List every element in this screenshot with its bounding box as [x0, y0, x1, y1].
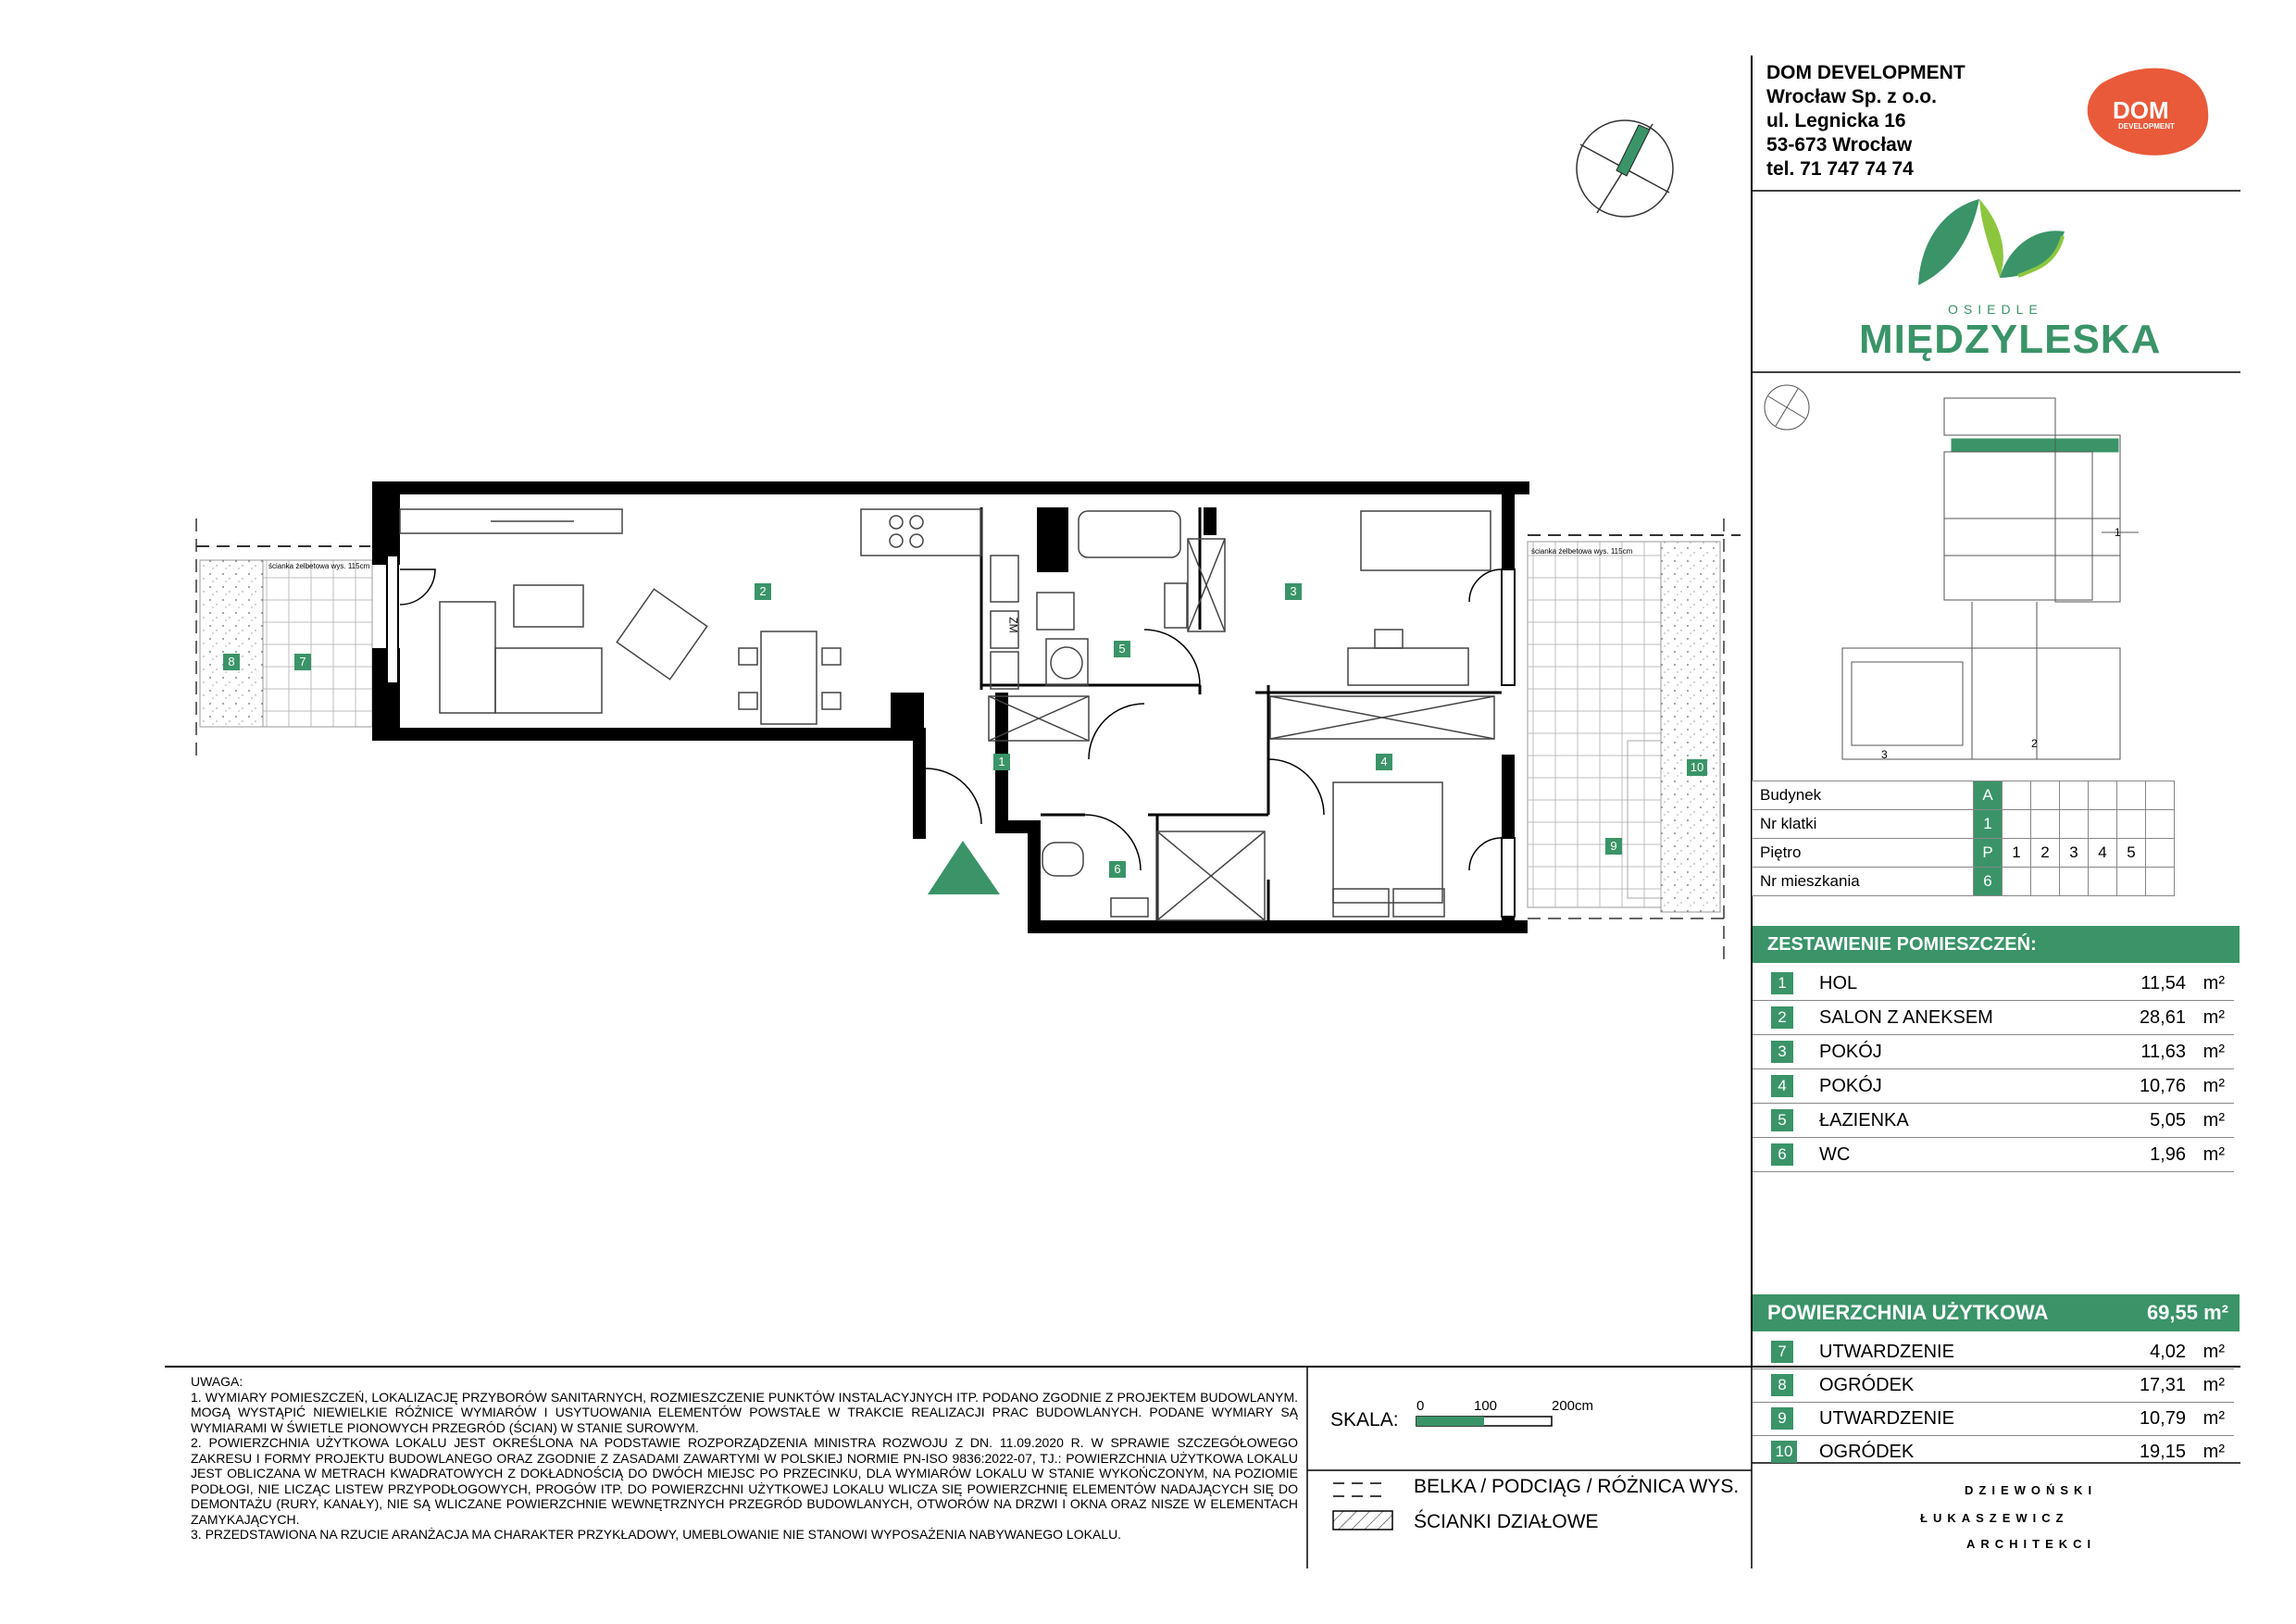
plan-room-1: 1 [993, 754, 1010, 770]
extra-name: OGRÓDEK [1819, 1442, 1915, 1462]
room-row [1753, 1069, 2234, 1104]
plan-room-2: 2 [755, 583, 771, 600]
key-marker-2: 2 [2031, 737, 2038, 750]
info-label-staircase: Nr klatki [1753, 810, 1974, 839]
wall-note-right: ścianka żelbetowa wys. 115cm [1531, 547, 1633, 556]
dom-logo-subtext: DEVELOPMENT [2118, 122, 2175, 131]
extra-area: 10,79 [2139, 1408, 2186, 1429]
plan-room-8: 8 [223, 654, 240, 670]
extra-row [1753, 1368, 2234, 1403]
room-area: 5,05 [2150, 1110, 2186, 1131]
room-number: 3 [1771, 1041, 1793, 1063]
apartment-info-table [1752, 781, 2175, 896]
extra-area: 17,31 [2139, 1375, 2186, 1395]
plan-room-6: 6 [1109, 861, 1126, 878]
extra-unit: m² [2202, 1375, 2225, 1395]
company-line2: Wrocław Sp. z o.o. [1766, 86, 1937, 107]
info-value-building: A [1974, 781, 2003, 810]
extra-name: UTWARDZENIE [1819, 1408, 1954, 1429]
room-number: 5 [1771, 1109, 1793, 1131]
estate-big-title: MIĘDZYLESKA [1859, 317, 2162, 362]
extra-area: 4,02 [2150, 1342, 2186, 1362]
plan-room-3: 3 [1285, 583, 1302, 600]
architect-line3: ARCHITEKCI [1966, 1537, 2097, 1551]
scale-tick-200: 200cm [1552, 1398, 1594, 1414]
room-unit: m² [2202, 1007, 2225, 1028]
company-city: 53-673 Wrocław [1766, 134, 1913, 156]
room-area: 11,63 [2140, 1042, 2186, 1062]
info-value-apartment: 6 [1974, 868, 2003, 896]
room-name: WC [1819, 1144, 1851, 1165]
room-name: POKÓJ [1819, 1042, 1882, 1062]
plan-room-9: 9 [1605, 838, 1622, 855]
company-name: DOM DEVELOPMENT [1766, 62, 1965, 83]
company-address [1766, 61, 1965, 181]
room-unit: m² [2202, 1144, 2225, 1165]
floor-option-1: 1 [2003, 839, 2031, 868]
furniture [400, 509, 1494, 920]
washer-label: ZM [1006, 617, 1020, 633]
floor-option-5: 5 [2117, 839, 2146, 868]
room-unit: m² [2202, 1110, 2225, 1131]
scale-tick-100: 100 [1474, 1398, 1498, 1414]
info-label-building: Budynek [1753, 781, 1974, 810]
extra-name: OGRÓDEK [1819, 1375, 1915, 1395]
room-name: SALON Z ANEKSEM [1819, 1007, 1993, 1028]
info-value-floor: P [1974, 839, 2003, 868]
room-number: 2 [1771, 1006, 1793, 1029]
total-area-label: POWIERZCHNIA UŻYTKOWA [1767, 1301, 2049, 1324]
note-item-3: 3. PRZEDSTAWIONA NA RZUCIE ARANŻACJA MA CHARAKTER PRZYKŁADOWY, UMEBLOWANIE NIE STANOWI WYPOSAŻENIA NABYWANEGO LOKALU. [191, 1527, 1122, 1542]
plan-room-5: 5 [1114, 641, 1130, 657]
notes-block [191, 1374, 1298, 1543]
total-area-value: 69,55 m² [2146, 1301, 2228, 1324]
info-label-apartment: Nr mieszkania [1753, 868, 1974, 896]
north-arrow-icon [1577, 120, 1673, 217]
architect-line2: ŁUKASZEWICZ [1920, 1511, 2069, 1525]
plan-room-10: 10 [1687, 759, 1707, 776]
extra-name: UTWARDZENIE [1819, 1342, 1954, 1362]
room-name: POKÓJ [1819, 1076, 1882, 1096]
key-marker-1: 1 [2115, 526, 2121, 539]
floor-option-3: 3 [2060, 839, 2089, 868]
legend-partition: ŚCIANKI DZIAŁOWE [1414, 1511, 1599, 1532]
floor-option-2: 2 [2031, 839, 2060, 868]
estate-logo-icon [1918, 199, 2065, 285]
scale-tick-0: 0 [1416, 1398, 1425, 1414]
extra-row [1753, 1402, 2234, 1436]
plan-room-4: 4 [1376, 754, 1392, 770]
extra-unit: m² [2202, 1342, 2225, 1362]
company-street: ul. Legnicka 16 [1766, 110, 1906, 131]
room-number: 6 [1771, 1143, 1793, 1166]
company-phone: tel. 71 747 74 74 [1766, 158, 1914, 180]
note-item-1: 1. WYMIARY POMIESZCZEŃ, LOKALIZACJĘ PRZYBORÓW SANITARNYCH, ROZMIESZCZENIE PUNKTÓW INSTALACYJNYCH ITP. PODANO ZGODNIE Z PROJEKTEM BUDOWLANYM. MOGĄ WYSTĄPIĆ NIEWIELKIE RÓŻNICE WYMIARÓW I USYTUOWANIA ELEMENTÓW POWSTAŁE W TRAKCIE REALIZACJI PRAC BUDOWLANYCH. PODANE WYMIARY SĄ WYMIARAMI W ŚWIETLE PIONOWYCH PRZEGRÓD (ŚCIAN) W STANIE SUROWYM. [191, 1389, 1298, 1435]
room-name: HOL [1819, 973, 1858, 993]
room-row [1753, 1001, 2234, 1035]
room-row [1753, 1104, 2234, 1138]
room-name: ŁAZIENKA [1819, 1110, 1909, 1131]
extra-number: 7 [1771, 1341, 1793, 1363]
room-row [1753, 967, 2234, 1001]
room-number: 1 [1771, 972, 1793, 994]
room-area: 1,96 [2150, 1144, 2186, 1165]
rooms-header: ZESTAWIENIE POMIESZCZEŃ: [1753, 926, 2240, 963]
wall-note-left: ścianka żelbetowa wys. 115cm [268, 562, 370, 570]
note-item-2: 2. POWIERZCHNIA UŻYTKOWA LOKALU JEST OKREŚLONA NA PODSTAWIE ROZPORZĄDZENIA MINISTRA ROZWOJU Z DN. 11.09.2020 R. W SPRAWIE SZCZEGÓŁOWEGO ZAKRESU I FORMY PROJEKTU BUDOWLANEGO ORAZ ZGODNIE Z ZASADAMI ZAWARTYMI W POLSKIEJ NORMIE PN-ISO 9836:2022-07, TJ.: POWIERZCHNIA UŻYTKOWA LOKALU JEST OBLICZANA W METRACH KWADRATOWYCH Z DOKŁADNOŚCIĄ DO DWÓCH MIEJSC PO PRZECINKU, DLA WYMIARÓW LOKALU W STANIE WYKOŃCZONYM, NA POZIOMIE PODŁOGI, NIE LICZĄC LISTEW PRZYPODŁOGOWYCH, PROGÓW ITP. DO POWIERZCHNI UŻYTKOWEJ LOKALU WLICZA SIĘ POWIERZCHNIĘ ELEMENTÓW NADAJĄCYCH SIĘ DO DEMONTAŻU (RURY, KANAŁY), NIE SĄ WLICZANE POWIERZCHNIE WEWNĘTRZNYCH PRZEGRÓD BUDOWLANYCH, OTWORÓW NA DRZWI I OKNA ORAZ NISZE W ELEMENTACH ZAMYKAJĄCYCH. [191, 1435, 1298, 1527]
total-area-bar [1753, 1294, 2240, 1331]
architect-line1: DZIEWOŃSKI [1965, 1483, 2098, 1497]
room-row [1753, 1035, 2234, 1069]
room-unit: m² [2202, 1076, 2225, 1096]
extra-number: 9 [1771, 1407, 1793, 1430]
key-plan-map [1765, 385, 2139, 759]
extra-row [1753, 1335, 2234, 1369]
notes-title: UWAGA: [191, 1374, 243, 1389]
dom-logo-text: DOM [2113, 96, 2169, 124]
extra-number: 8 [1771, 1374, 1793, 1396]
floor-option-4: 4 [2089, 839, 2117, 868]
info-value-staircase: 1 [1974, 810, 2003, 839]
room-unit: m² [2202, 1042, 2225, 1062]
extra-number: 10 [1771, 1441, 1797, 1463]
extra-area: 19,15 [2139, 1442, 2186, 1462]
scale-label: SKALA: [1330, 1409, 1399, 1430]
room-number: 4 [1771, 1075, 1793, 1097]
room-area: 10,76 [2139, 1076, 2186, 1096]
room-row [1753, 1138, 2234, 1172]
estate-small-title: OSIEDLE [1948, 302, 2043, 317]
legend-beam: BELKA / PODCIĄG / RÓŻNICA WYS. [1414, 1476, 1740, 1497]
extra-row [1753, 1435, 2234, 1468]
room-area: 28,61 [2139, 1007, 2186, 1028]
key-marker-3: 3 [1881, 748, 1888, 761]
room-unit: m² [2202, 973, 2225, 993]
plan-room-7: 7 [294, 654, 311, 670]
extra-unit: m² [2202, 1442, 2225, 1462]
room-area: 11,54 [2140, 973, 2186, 993]
info-label-floor: Piętro [1753, 839, 1974, 868]
extra-unit: m² [2202, 1408, 2225, 1429]
